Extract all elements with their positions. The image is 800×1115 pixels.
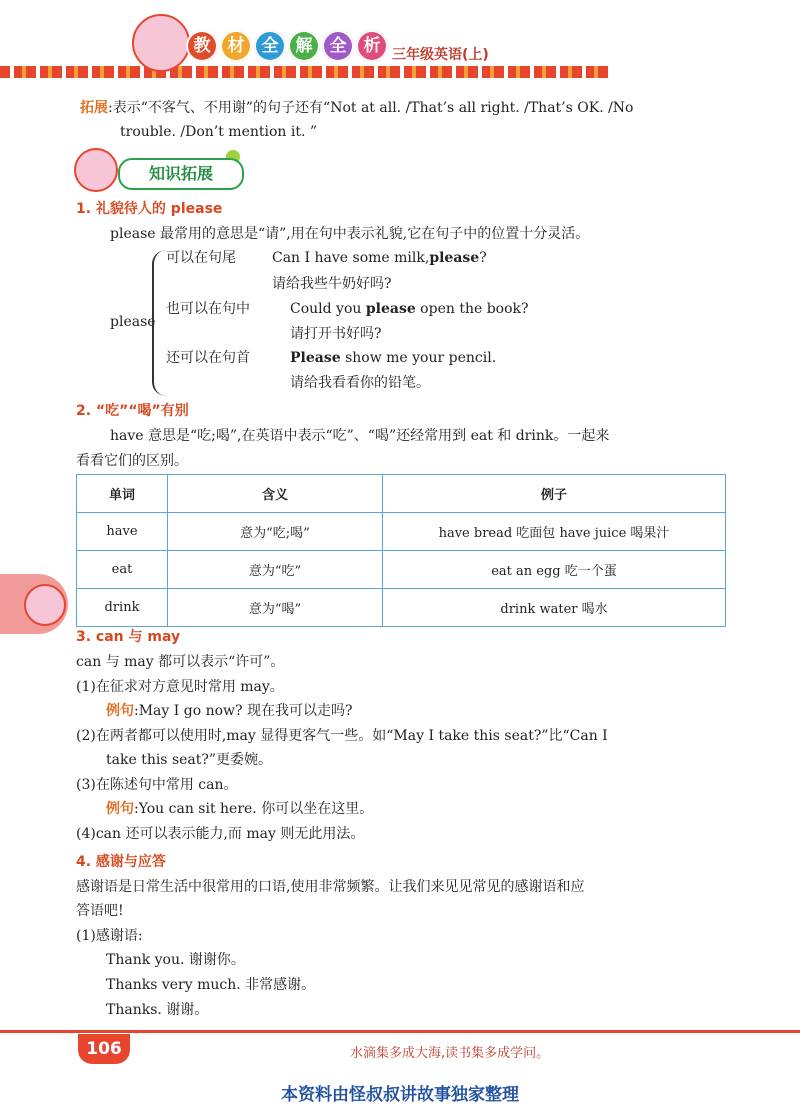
brace-icon xyxy=(152,250,166,396)
section4-intro2: 答语吧! xyxy=(76,903,124,919)
example-end-cn: 请给我些牛奶好吗? xyxy=(272,276,392,292)
table-cell: drink xyxy=(77,589,168,627)
section2-title: 2. “吃”“喝”有别 xyxy=(76,403,189,419)
table-row xyxy=(77,551,726,589)
table-cell: drink water 喝水 xyxy=(383,589,726,627)
section3-title: 3. can 与 may xyxy=(76,629,181,645)
example-end-en: Can I have some milk,please? xyxy=(272,250,487,266)
table-row xyxy=(77,589,726,627)
section3-intro: can 与 may 都可以表示“许可”。 xyxy=(76,654,285,670)
watermark-text: 本资料由怪叔叔讲故事独家整理 xyxy=(281,1085,519,1105)
extension-line1: :表示“不客气、不用谢”的句子还有“Not at all. /That’s all right. /That’s OK. /No xyxy=(108,100,634,116)
header-stripe xyxy=(0,66,610,78)
section3-p2a: (2)在两者都可以使用时,may 显得更客气一些。如“May I take this seat?”比“Can I xyxy=(76,728,608,744)
pos-end: 可以在句尾 xyxy=(166,250,236,266)
header-bead-3: 全 xyxy=(254,30,286,62)
header-bead-2: 材 xyxy=(220,30,252,62)
table-cell: 意为“吃;喝” xyxy=(168,513,383,551)
footer-line xyxy=(0,1030,800,1033)
extension-note xyxy=(80,96,740,120)
footer-motto: 水滴集多成大海,读书集多成学问。 xyxy=(350,1046,550,1061)
table-header: 含义 xyxy=(168,475,383,513)
word-table xyxy=(76,474,726,627)
section2-intro2: 看看它们的区别。 xyxy=(76,453,188,469)
table-header: 单词 xyxy=(77,475,168,513)
section1-intro: please 最常用的意思是“请”,用在句中表示礼貌,它在句子中的位置十分灵活。 xyxy=(110,226,590,242)
example-middle-en: Could you please open the book? xyxy=(290,301,529,317)
table-cell: 意为“喝” xyxy=(168,589,383,627)
table-cell: eat xyxy=(77,551,168,589)
page-number: 106 xyxy=(78,1034,130,1064)
pos-start: 还可以在句首 xyxy=(166,350,250,366)
pos-middle: 也可以在句中 xyxy=(166,301,250,317)
table-header: 例子 xyxy=(383,475,726,513)
section3-ex1: 例句:May I go now? 现在我可以走吗? xyxy=(106,703,353,719)
table-cell: eat an egg 吃一个蛋 xyxy=(383,551,726,589)
table-cell: 意为“吃” xyxy=(168,551,383,589)
table-cell: have xyxy=(77,513,168,551)
thanks-line-2: Thanks very much. 非常感谢。 xyxy=(106,977,316,993)
knowledge-mascot-icon xyxy=(74,148,118,192)
example-start-cn: 请给我看看你的铅笔。 xyxy=(290,375,430,391)
section3-ex2: 例句:You can sit here. 你可以坐在这里。 xyxy=(106,801,374,817)
header-bead-6: 析 xyxy=(356,30,388,62)
header-mascot-icon xyxy=(132,14,190,72)
section3-p1: (1)在征求对方意见时常用 may。 xyxy=(76,679,284,695)
section3-p3: (3)在陈述句中常用 can。 xyxy=(76,777,238,793)
table-row xyxy=(77,513,726,551)
section4-p1: (1)感谢语: xyxy=(76,928,143,944)
knowledge-title: 知识拓展 xyxy=(118,158,244,190)
please-word: please xyxy=(110,314,156,330)
extension-line2: trouble. /Don’t mention it. ” xyxy=(120,124,318,140)
table-cell: have bread 吃面包 have juice 喝果汁 xyxy=(383,513,726,551)
section3-p2b: take this seat?”更委婉。 xyxy=(106,752,273,768)
section3-p4: (4)can 还可以表示能力,而 may 则无此用法。 xyxy=(76,826,365,842)
table-header-row xyxy=(77,475,726,513)
example-middle-cn: 请打开书好吗? xyxy=(290,326,382,342)
header-bead-5: 全 xyxy=(322,30,354,62)
header-bead-4: 解 xyxy=(288,30,320,62)
thanks-line-3: Thanks. 谢谢。 xyxy=(106,1002,209,1018)
header-grade: 三年级英语(上) xyxy=(392,47,489,63)
section2-intro1: have 意思是“吃;喝”,在英语中表示“吃”、“喝”还经常用到 eat 和 drink。一起来 xyxy=(110,428,610,444)
thanks-line-1: Thank you. 谢谢你。 xyxy=(106,952,245,968)
section1-title: 1. 礼貌待人的 please xyxy=(76,201,223,217)
side-mascot-icon xyxy=(24,584,66,626)
header-bead-1: 教 xyxy=(186,30,218,62)
section4-title: 4. 感谢与应答 xyxy=(76,854,166,870)
extension-label: 拓展 xyxy=(80,100,108,116)
example-start-en: Please show me your pencil. xyxy=(290,350,497,366)
section4-intro1: 感谢语是日常生活中很常用的口语,使用非常频繁。让我们来见见常见的感谢语和应 xyxy=(76,879,585,895)
